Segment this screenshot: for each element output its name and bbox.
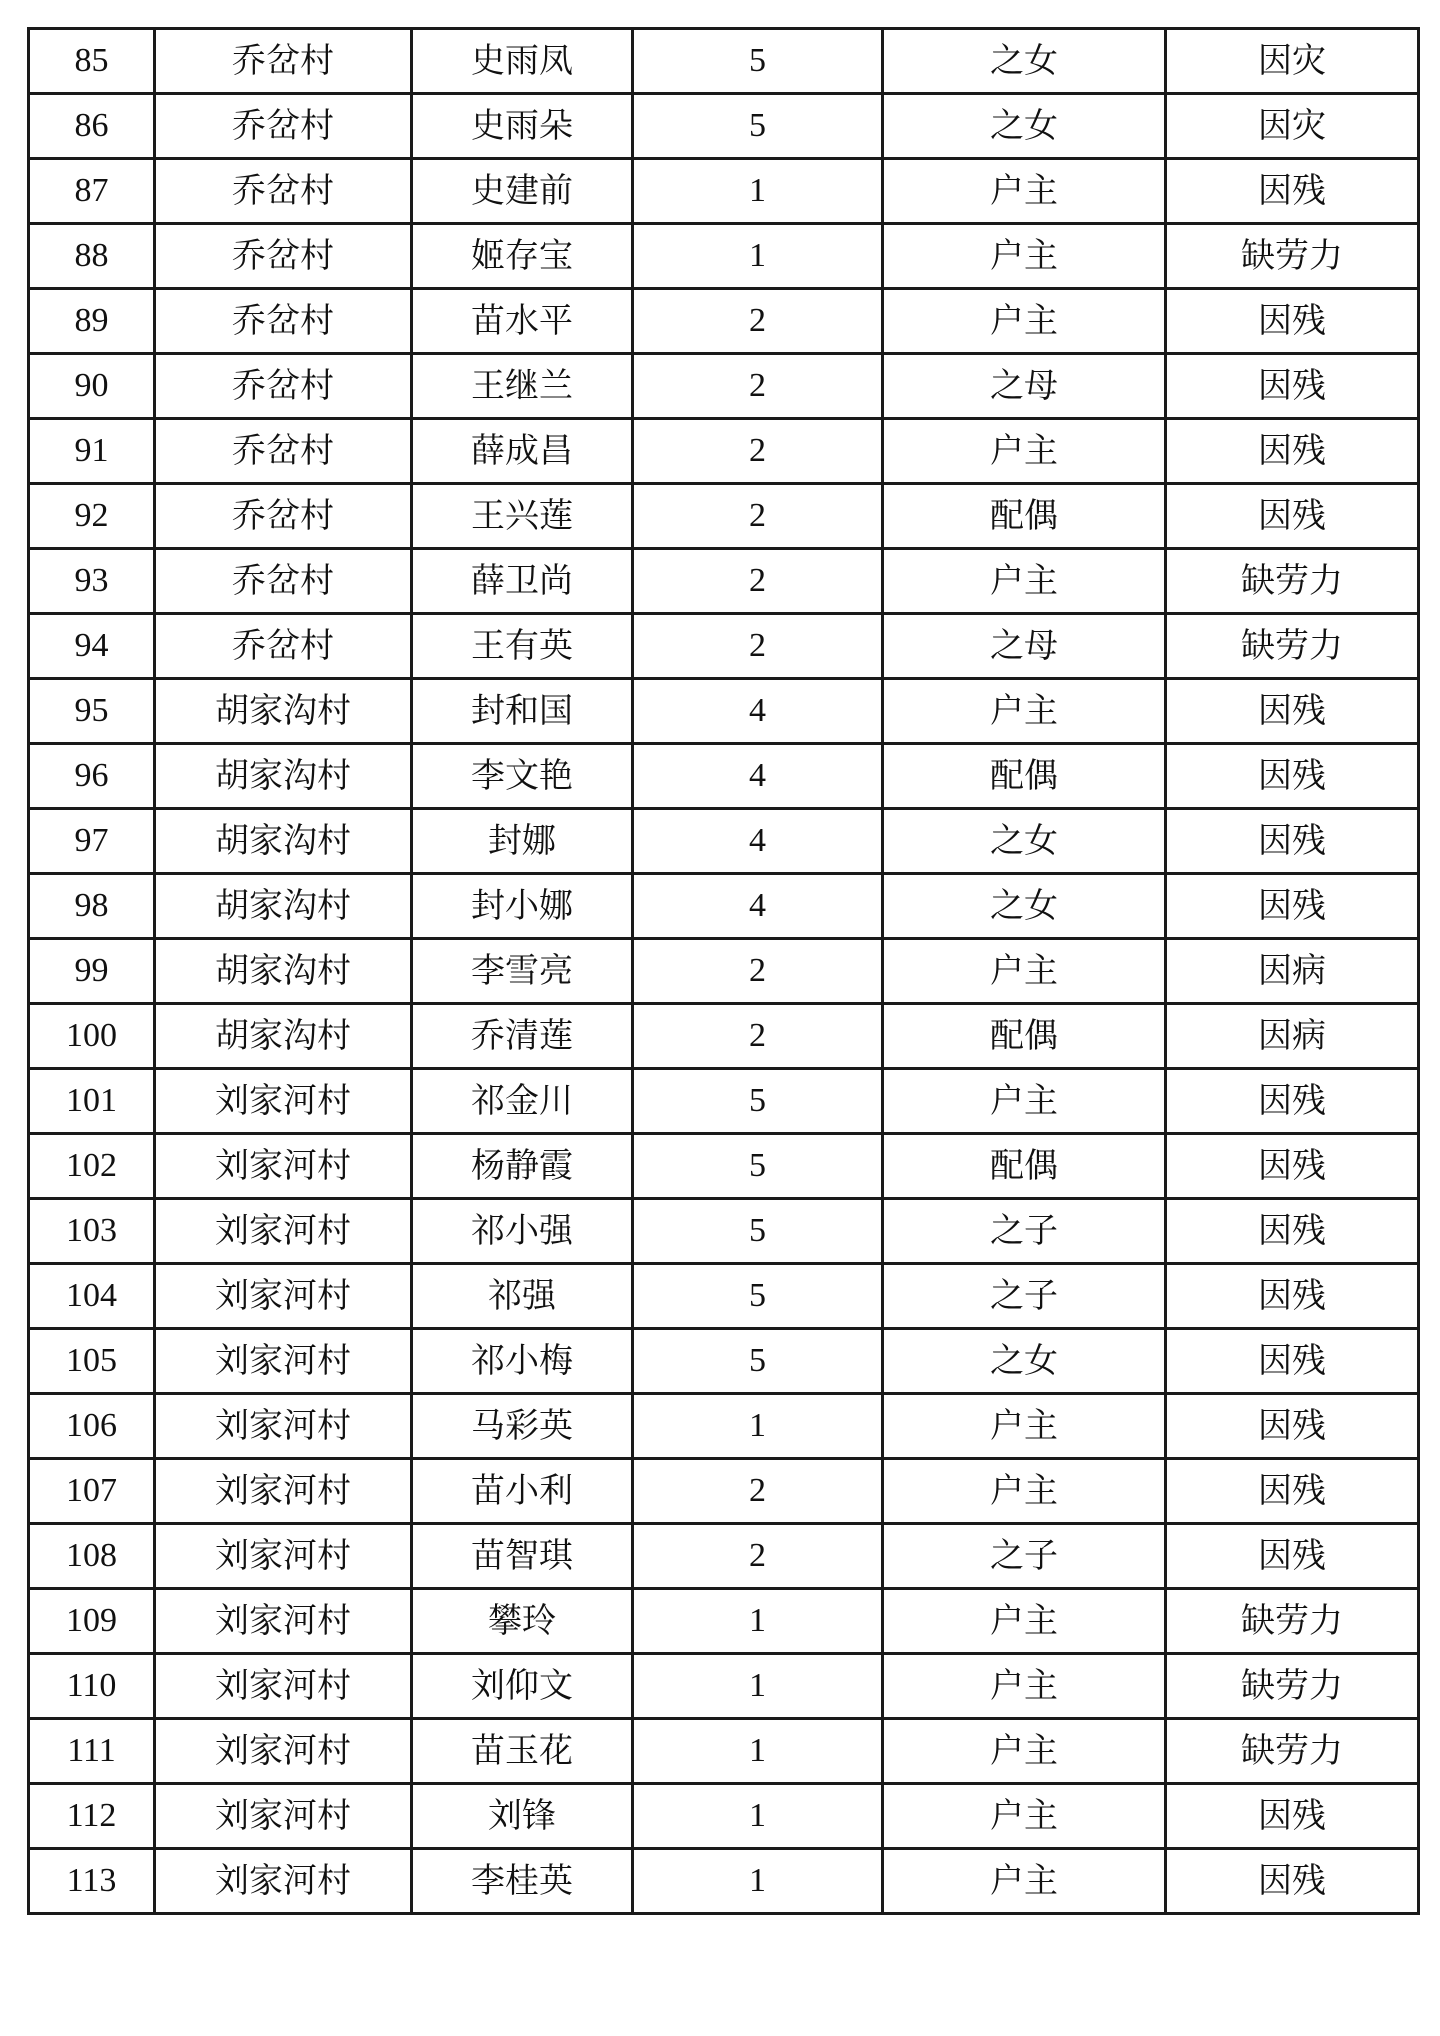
- village-cell: 刘家河村: [155, 1134, 412, 1199]
- relation-cell: 户主: [883, 679, 1166, 744]
- household-size-cell: 2: [633, 614, 883, 679]
- relation-cell: 户主: [883, 289, 1166, 354]
- person-name-cell: 杨静霞: [412, 1134, 633, 1199]
- poverty-reason-cell: 因残: [1166, 419, 1419, 484]
- village-cell: 刘家河村: [155, 1654, 412, 1719]
- roster-table-body: [29, 29, 1419, 1914]
- household-size-cell: 1: [633, 1849, 883, 1914]
- person-name-cell: 苗水平: [412, 289, 633, 354]
- person-name-cell: 王继兰: [412, 354, 633, 419]
- household-size-cell: 1: [633, 159, 883, 224]
- poverty-reason-cell: 因残: [1166, 1329, 1419, 1394]
- relation-cell: 之母: [883, 354, 1166, 419]
- person-name-cell: 攀玲: [412, 1589, 633, 1654]
- table-row: [29, 1264, 1419, 1329]
- table-row: [29, 1134, 1419, 1199]
- table-row: [29, 1849, 1419, 1914]
- table-row: [29, 354, 1419, 419]
- household-size-cell: 2: [633, 549, 883, 614]
- table-row: [29, 549, 1419, 614]
- relation-cell: 配偶: [883, 744, 1166, 809]
- table-row: [29, 289, 1419, 354]
- row-number-cell: 101: [29, 1069, 155, 1134]
- table-row: [29, 94, 1419, 159]
- village-cell: 乔岔村: [155, 94, 412, 159]
- row-number-cell: 98: [29, 874, 155, 939]
- row-number-cell: 85: [29, 29, 155, 94]
- village-cell: 刘家河村: [155, 1394, 412, 1459]
- relation-cell: 户主: [883, 1719, 1166, 1784]
- person-name-cell: 薛成昌: [412, 419, 633, 484]
- village-cell: 乔岔村: [155, 159, 412, 224]
- row-number-cell: 110: [29, 1654, 155, 1719]
- person-name-cell: 苗智琪: [412, 1524, 633, 1589]
- poverty-reason-cell: 缺劳力: [1166, 1589, 1419, 1654]
- relation-cell: 配偶: [883, 1134, 1166, 1199]
- person-name-cell: 封和国: [412, 679, 633, 744]
- village-cell: 胡家沟村: [155, 1004, 412, 1069]
- table-row: [29, 809, 1419, 874]
- poverty-reason-cell: 因残: [1166, 1394, 1419, 1459]
- relation-cell: 之母: [883, 614, 1166, 679]
- person-name-cell: 史建前: [412, 159, 633, 224]
- relation-cell: 户主: [883, 939, 1166, 1004]
- poverty-reason-cell: 缺劳力: [1166, 1654, 1419, 1719]
- row-number-cell: 111: [29, 1719, 155, 1784]
- table-row: [29, 159, 1419, 224]
- household-size-cell: 4: [633, 744, 883, 809]
- relation-cell: 户主: [883, 549, 1166, 614]
- poverty-reason-cell: 因残: [1166, 1199, 1419, 1264]
- household-size-cell: 5: [633, 94, 883, 159]
- person-name-cell: 刘锋: [412, 1784, 633, 1849]
- poverty-reason-cell: 因灾: [1166, 94, 1419, 159]
- village-cell: 刘家河村: [155, 1524, 412, 1589]
- relation-cell: 户主: [883, 1069, 1166, 1134]
- table-row: [29, 1784, 1419, 1849]
- person-name-cell: 王有英: [412, 614, 633, 679]
- person-name-cell: 苗玉花: [412, 1719, 633, 1784]
- person-name-cell: 李桂英: [412, 1849, 633, 1914]
- person-name-cell: 刘仰文: [412, 1654, 633, 1719]
- table-row: [29, 744, 1419, 809]
- person-name-cell: 祁金川: [412, 1069, 633, 1134]
- poverty-reason-cell: 因残: [1166, 1264, 1419, 1329]
- household-size-cell: 1: [633, 1719, 883, 1784]
- village-cell: 刘家河村: [155, 1199, 412, 1264]
- household-size-cell: 2: [633, 354, 883, 419]
- table-row: [29, 1719, 1419, 1784]
- household-size-cell: 4: [633, 679, 883, 744]
- poverty-reason-cell: 因残: [1166, 679, 1419, 744]
- village-cell: 胡家沟村: [155, 744, 412, 809]
- person-name-cell: 史雨凤: [412, 29, 633, 94]
- household-size-cell: 5: [633, 1329, 883, 1394]
- relation-cell: 户主: [883, 1654, 1166, 1719]
- table-row: [29, 484, 1419, 549]
- person-name-cell: 苗小利: [412, 1459, 633, 1524]
- household-size-cell: 2: [633, 484, 883, 549]
- household-size-cell: 2: [633, 1524, 883, 1589]
- row-number-cell: 108: [29, 1524, 155, 1589]
- household-size-cell: 1: [633, 224, 883, 289]
- village-cell: 胡家沟村: [155, 809, 412, 874]
- household-size-cell: 5: [633, 1199, 883, 1264]
- row-number-cell: 109: [29, 1589, 155, 1654]
- village-cell: 乔岔村: [155, 29, 412, 94]
- row-number-cell: 100: [29, 1004, 155, 1069]
- row-number-cell: 87: [29, 159, 155, 224]
- poverty-reason-cell: 因残: [1166, 1524, 1419, 1589]
- person-name-cell: 李雪亮: [412, 939, 633, 1004]
- poverty-reason-cell: 缺劳力: [1166, 614, 1419, 679]
- poverty-reason-cell: 因残: [1166, 1849, 1419, 1914]
- table-row: [29, 1654, 1419, 1719]
- row-number-cell: 94: [29, 614, 155, 679]
- village-cell: 刘家河村: [155, 1849, 412, 1914]
- village-cell: 刘家河村: [155, 1459, 412, 1524]
- row-number-cell: 90: [29, 354, 155, 419]
- village-cell: 乔岔村: [155, 289, 412, 354]
- poverty-reason-cell: 因残: [1166, 289, 1419, 354]
- person-name-cell: 薛卫尚: [412, 549, 633, 614]
- relation-cell: 户主: [883, 1394, 1166, 1459]
- village-cell: 刘家河村: [155, 1069, 412, 1134]
- poverty-reason-cell: 因残: [1166, 484, 1419, 549]
- row-number-cell: 88: [29, 224, 155, 289]
- poverty-reason-cell: 缺劳力: [1166, 224, 1419, 289]
- person-name-cell: 乔清莲: [412, 1004, 633, 1069]
- relation-cell: 户主: [883, 1784, 1166, 1849]
- relation-cell: 之女: [883, 1329, 1166, 1394]
- row-number-cell: 89: [29, 289, 155, 354]
- roster-table: [27, 27, 1420, 1915]
- relation-cell: 户主: [883, 159, 1166, 224]
- village-cell: 乔岔村: [155, 549, 412, 614]
- table-row: [29, 419, 1419, 484]
- row-number-cell: 105: [29, 1329, 155, 1394]
- household-size-cell: 5: [633, 1069, 883, 1134]
- row-number-cell: 99: [29, 939, 155, 1004]
- household-size-cell: 1: [633, 1394, 883, 1459]
- table-row: [29, 1524, 1419, 1589]
- relation-cell: 户主: [883, 1849, 1166, 1914]
- village-cell: 乔岔村: [155, 224, 412, 289]
- household-size-cell: 4: [633, 874, 883, 939]
- relation-cell: 户主: [883, 224, 1166, 289]
- poverty-reason-cell: 缺劳力: [1166, 549, 1419, 614]
- poverty-reason-cell: 因残: [1166, 809, 1419, 874]
- relation-cell: 之女: [883, 874, 1166, 939]
- poverty-reason-cell: 缺劳力: [1166, 1719, 1419, 1784]
- table-row: [29, 1589, 1419, 1654]
- row-number-cell: 96: [29, 744, 155, 809]
- poverty-reason-cell: 因病: [1166, 939, 1419, 1004]
- table-row: [29, 1069, 1419, 1134]
- village-cell: 胡家沟村: [155, 874, 412, 939]
- row-number-cell: 95: [29, 679, 155, 744]
- table-row: [29, 1199, 1419, 1264]
- relation-cell: 之女: [883, 809, 1166, 874]
- relation-cell: 配偶: [883, 484, 1166, 549]
- village-cell: 乔岔村: [155, 614, 412, 679]
- poverty-reason-cell: 因残: [1166, 1784, 1419, 1849]
- relation-cell: 之子: [883, 1264, 1166, 1329]
- person-name-cell: 封小娜: [412, 874, 633, 939]
- person-name-cell: 姬存宝: [412, 224, 633, 289]
- relation-cell: 之女: [883, 94, 1166, 159]
- village-cell: 刘家河村: [155, 1589, 412, 1654]
- row-number-cell: 103: [29, 1199, 155, 1264]
- poverty-reason-cell: 因残: [1166, 1459, 1419, 1524]
- table-row: [29, 1394, 1419, 1459]
- person-name-cell: 王兴莲: [412, 484, 633, 549]
- relation-cell: 之子: [883, 1524, 1166, 1589]
- row-number-cell: 92: [29, 484, 155, 549]
- relation-cell: 之子: [883, 1199, 1166, 1264]
- village-cell: 乔岔村: [155, 354, 412, 419]
- household-size-cell: 4: [633, 809, 883, 874]
- household-size-cell: 5: [633, 1134, 883, 1199]
- poverty-reason-cell: 因病: [1166, 1004, 1419, 1069]
- village-cell: 乔岔村: [155, 419, 412, 484]
- person-name-cell: 李文艳: [412, 744, 633, 809]
- relation-cell: 配偶: [883, 1004, 1166, 1069]
- table-row: [29, 874, 1419, 939]
- village-cell: 刘家河村: [155, 1719, 412, 1784]
- poverty-reason-cell: 因残: [1166, 744, 1419, 809]
- row-number-cell: 91: [29, 419, 155, 484]
- table-row: [29, 224, 1419, 289]
- document-page: [27, 27, 1417, 1915]
- household-size-cell: 1: [633, 1784, 883, 1849]
- person-name-cell: 马彩英: [412, 1394, 633, 1459]
- household-size-cell: 1: [633, 1589, 883, 1654]
- household-size-cell: 2: [633, 289, 883, 354]
- household-size-cell: 2: [633, 1004, 883, 1069]
- poverty-reason-cell: 因残: [1166, 354, 1419, 419]
- table-row: [29, 679, 1419, 744]
- poverty-reason-cell: 因残: [1166, 1069, 1419, 1134]
- person-name-cell: 祁小强: [412, 1199, 633, 1264]
- village-cell: 刘家河村: [155, 1264, 412, 1329]
- person-name-cell: 祁小梅: [412, 1329, 633, 1394]
- relation-cell: 之女: [883, 29, 1166, 94]
- village-cell: 乔岔村: [155, 484, 412, 549]
- poverty-reason-cell: 因残: [1166, 874, 1419, 939]
- poverty-reason-cell: 因残: [1166, 159, 1419, 224]
- household-size-cell: 2: [633, 939, 883, 1004]
- poverty-reason-cell: 因残: [1166, 1134, 1419, 1199]
- relation-cell: 户主: [883, 419, 1166, 484]
- table-row: [29, 29, 1419, 94]
- row-number-cell: 113: [29, 1849, 155, 1914]
- row-number-cell: 93: [29, 549, 155, 614]
- relation-cell: 户主: [883, 1459, 1166, 1524]
- row-number-cell: 112: [29, 1784, 155, 1849]
- row-number-cell: 104: [29, 1264, 155, 1329]
- row-number-cell: 97: [29, 809, 155, 874]
- row-number-cell: 102: [29, 1134, 155, 1199]
- household-size-cell: 5: [633, 29, 883, 94]
- table-row: [29, 1004, 1419, 1069]
- row-number-cell: 86: [29, 94, 155, 159]
- table-row: [29, 1459, 1419, 1524]
- table-row: [29, 1329, 1419, 1394]
- village-cell: 刘家河村: [155, 1784, 412, 1849]
- table-row: [29, 614, 1419, 679]
- household-size-cell: 1: [633, 1654, 883, 1719]
- household-size-cell: 2: [633, 1459, 883, 1524]
- household-size-cell: 5: [633, 1264, 883, 1329]
- person-name-cell: 史雨朵: [412, 94, 633, 159]
- household-size-cell: 2: [633, 419, 883, 484]
- row-number-cell: 107: [29, 1459, 155, 1524]
- village-cell: 胡家沟村: [155, 939, 412, 1004]
- table-row: [29, 939, 1419, 1004]
- person-name-cell: 祁强: [412, 1264, 633, 1329]
- relation-cell: 户主: [883, 1589, 1166, 1654]
- person-name-cell: 封娜: [412, 809, 633, 874]
- poverty-reason-cell: 因灾: [1166, 29, 1419, 94]
- row-number-cell: 106: [29, 1394, 155, 1459]
- village-cell: 胡家沟村: [155, 679, 412, 744]
- village-cell: 刘家河村: [155, 1329, 412, 1394]
